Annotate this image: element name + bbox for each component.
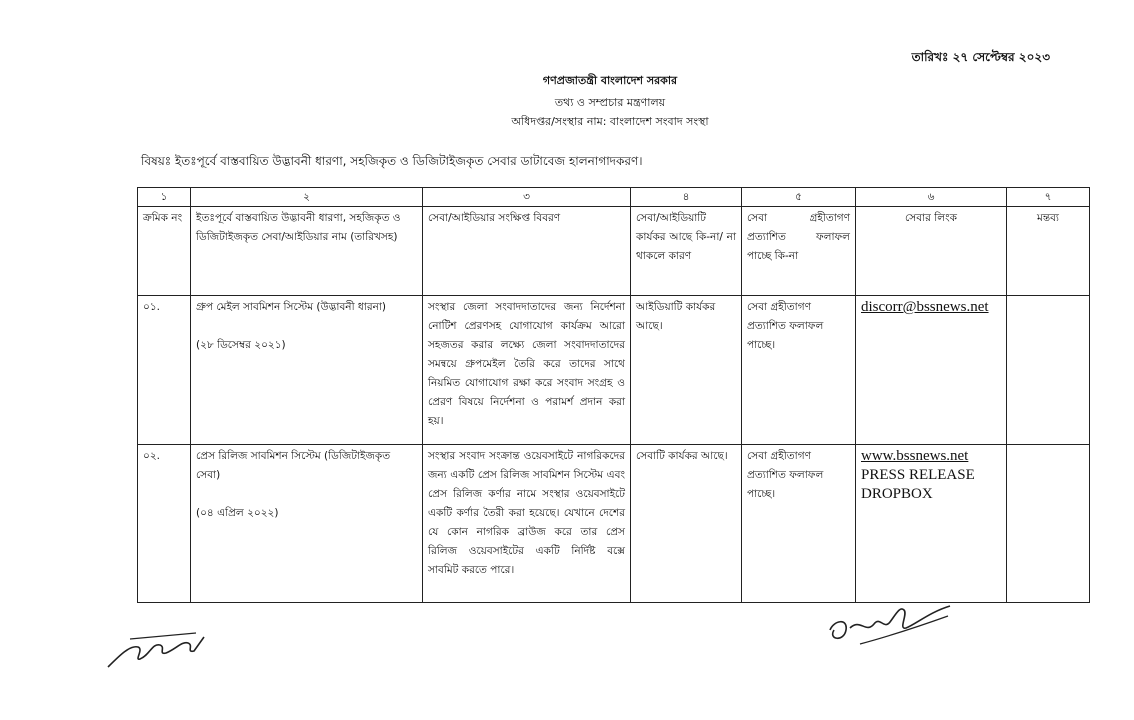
column-number: ১ — [138, 188, 191, 207]
header-status: সেবা/আইডিয়াটি কার্যকর আছে কি-না/ না থাকলে কারণ — [631, 207, 742, 296]
column-number: ২ — [191, 188, 423, 207]
row-name: প্রেস রিলিজ সাবমিশন সিস্টেম (ডিজিটাইজকৃত সেবা) — [196, 450, 391, 481]
signature-right — [820, 600, 960, 655]
row-outcome: সেবা গ্রহীতাগণ প্রত্যাশিত ফলাফল পাচ্ছে। — [742, 296, 856, 445]
row-remarks — [1007, 445, 1090, 603]
table-row — [138, 296, 1090, 445]
row-description: সংস্থার জেলা সংবাদদাতাদের জন্য নির্দেশনা নোটিশ প্রেরণসহ যোগাযোগ কার্যক্রম আরো সহজতর করার লক্ষ্যে জেলা সংবাদদাতাদের সমন্বয়ে গ্রুপমেইল তৈরি করে তাদের সাথে নিয়মিত যোগাযোগ রক্ষা করে সংবাদ সংগ্রহ ও প্রেরণ বিষয়ে নির্দেশনা ও পরামর্শ প্রদান করা হয়। — [423, 296, 631, 445]
subject-line: বিষয়ঃ ইতঃপূর্বে বাস্তবায়িত উদ্ভাবনী ধারণা, সহজিকৃত ও ডিজিটাইজকৃত সেবার ডাটাবেজ হালনাগাদকরণ। — [141, 154, 643, 168]
header-serial: ক্রমিক নং — [138, 207, 191, 296]
row-name-cell — [191, 296, 423, 445]
column-number: ৭ — [1007, 188, 1090, 207]
document-date: তারিখঃ ২৭ সেপ্টেম্বর ২০২৩ — [911, 50, 1050, 64]
row-serial: ০২. — [138, 445, 191, 603]
row-remarks — [1007, 296, 1090, 445]
service-link[interactable]: www.bssnews.net — [861, 448, 969, 464]
header-remarks: মন্তব্য — [1007, 207, 1090, 296]
header-name: ইতঃপূর্বে বাস্তবায়িত উদ্ভাবনী ধারণা, সহজিকৃত ও ডিজিটাইজকৃত সেবা/আইডিয়ার নাম (তারিখসহ) — [191, 207, 423, 296]
row-link-cell — [856, 445, 1007, 603]
row-link-cell — [856, 296, 1007, 445]
column-number: ৬ — [856, 188, 1007, 207]
ministry-heading: তথ্য ও সম্প্রচার মন্ত্রণালয় — [554, 96, 666, 109]
row-serial: ০১. — [138, 296, 191, 445]
organization-heading: অধিদপ্তর/সংস্থার নাম: বাংলাদেশ সংবাদ সংস্থা — [511, 115, 709, 128]
header-link: সেবার লিংক — [856, 207, 1007, 296]
government-heading: গণপ্রজাতন্ত্রী বাংলাদেশ সরকার — [542, 74, 678, 87]
row-date: (০৪ এপ্রিল ২০২২) — [196, 507, 279, 519]
column-number: ৩ — [423, 188, 631, 207]
column-number: ৫ — [742, 188, 856, 207]
row-name: গ্রুপ মেইল সাবমিশন সিস্টেম (উদ্ভাবনী ধারনা) — [196, 301, 387, 313]
header-outcome: সেবা গ্রহীতাগণ প্রত্যাশিত ফলাফল পাচ্ছে কি-না — [742, 207, 856, 296]
row-date: (২৮ ডিসেম্বর ২০২১) — [196, 339, 286, 351]
row-name-cell — [191, 445, 423, 603]
table-row — [138, 445, 1090, 603]
services-table — [137, 187, 1090, 603]
column-number: ৪ — [631, 188, 742, 207]
row-outcome: সেবা গ্রহীতাগণ প্রত্যাশিত ফলাফল পাচ্ছে। — [742, 445, 856, 603]
header-description: সেবা/আইডিয়ার সংক্ষিপ্ত বিবরণ — [423, 207, 631, 296]
service-link-label: PRESS RELEASE DROPBOX — [861, 467, 975, 502]
service-link[interactable]: discorr@bssnews.net — [861, 299, 989, 315]
signature-left — [100, 625, 220, 675]
row-description: সংস্থার সংবাদ সংক্রান্ত ওয়েবসাইটে নাগরিকদের জন্য একটি প্রেস রিলিজ সাবমিশন সিস্টেম এবং প্রেস রিলিজ কর্ণার নামে সংস্থার ওয়েবসাইটে একটি কর্ণার তৈরী করা হয়েছে। যেখানে দেশের যে কোন নাগরিক ব্রাউজ করে তার প্রেস রিলিজ ওয়েবসাইটের একটি নির্দিষ্ট বক্সে সাবমিট করতে পারে। — [423, 445, 631, 603]
row-status: আইডিয়াটি কার্যকর আছে। — [631, 296, 742, 445]
column-number-row — [138, 188, 1090, 207]
header-row — [138, 207, 1090, 296]
row-status: সেবাটি কার্যকর আছে। — [631, 445, 742, 603]
